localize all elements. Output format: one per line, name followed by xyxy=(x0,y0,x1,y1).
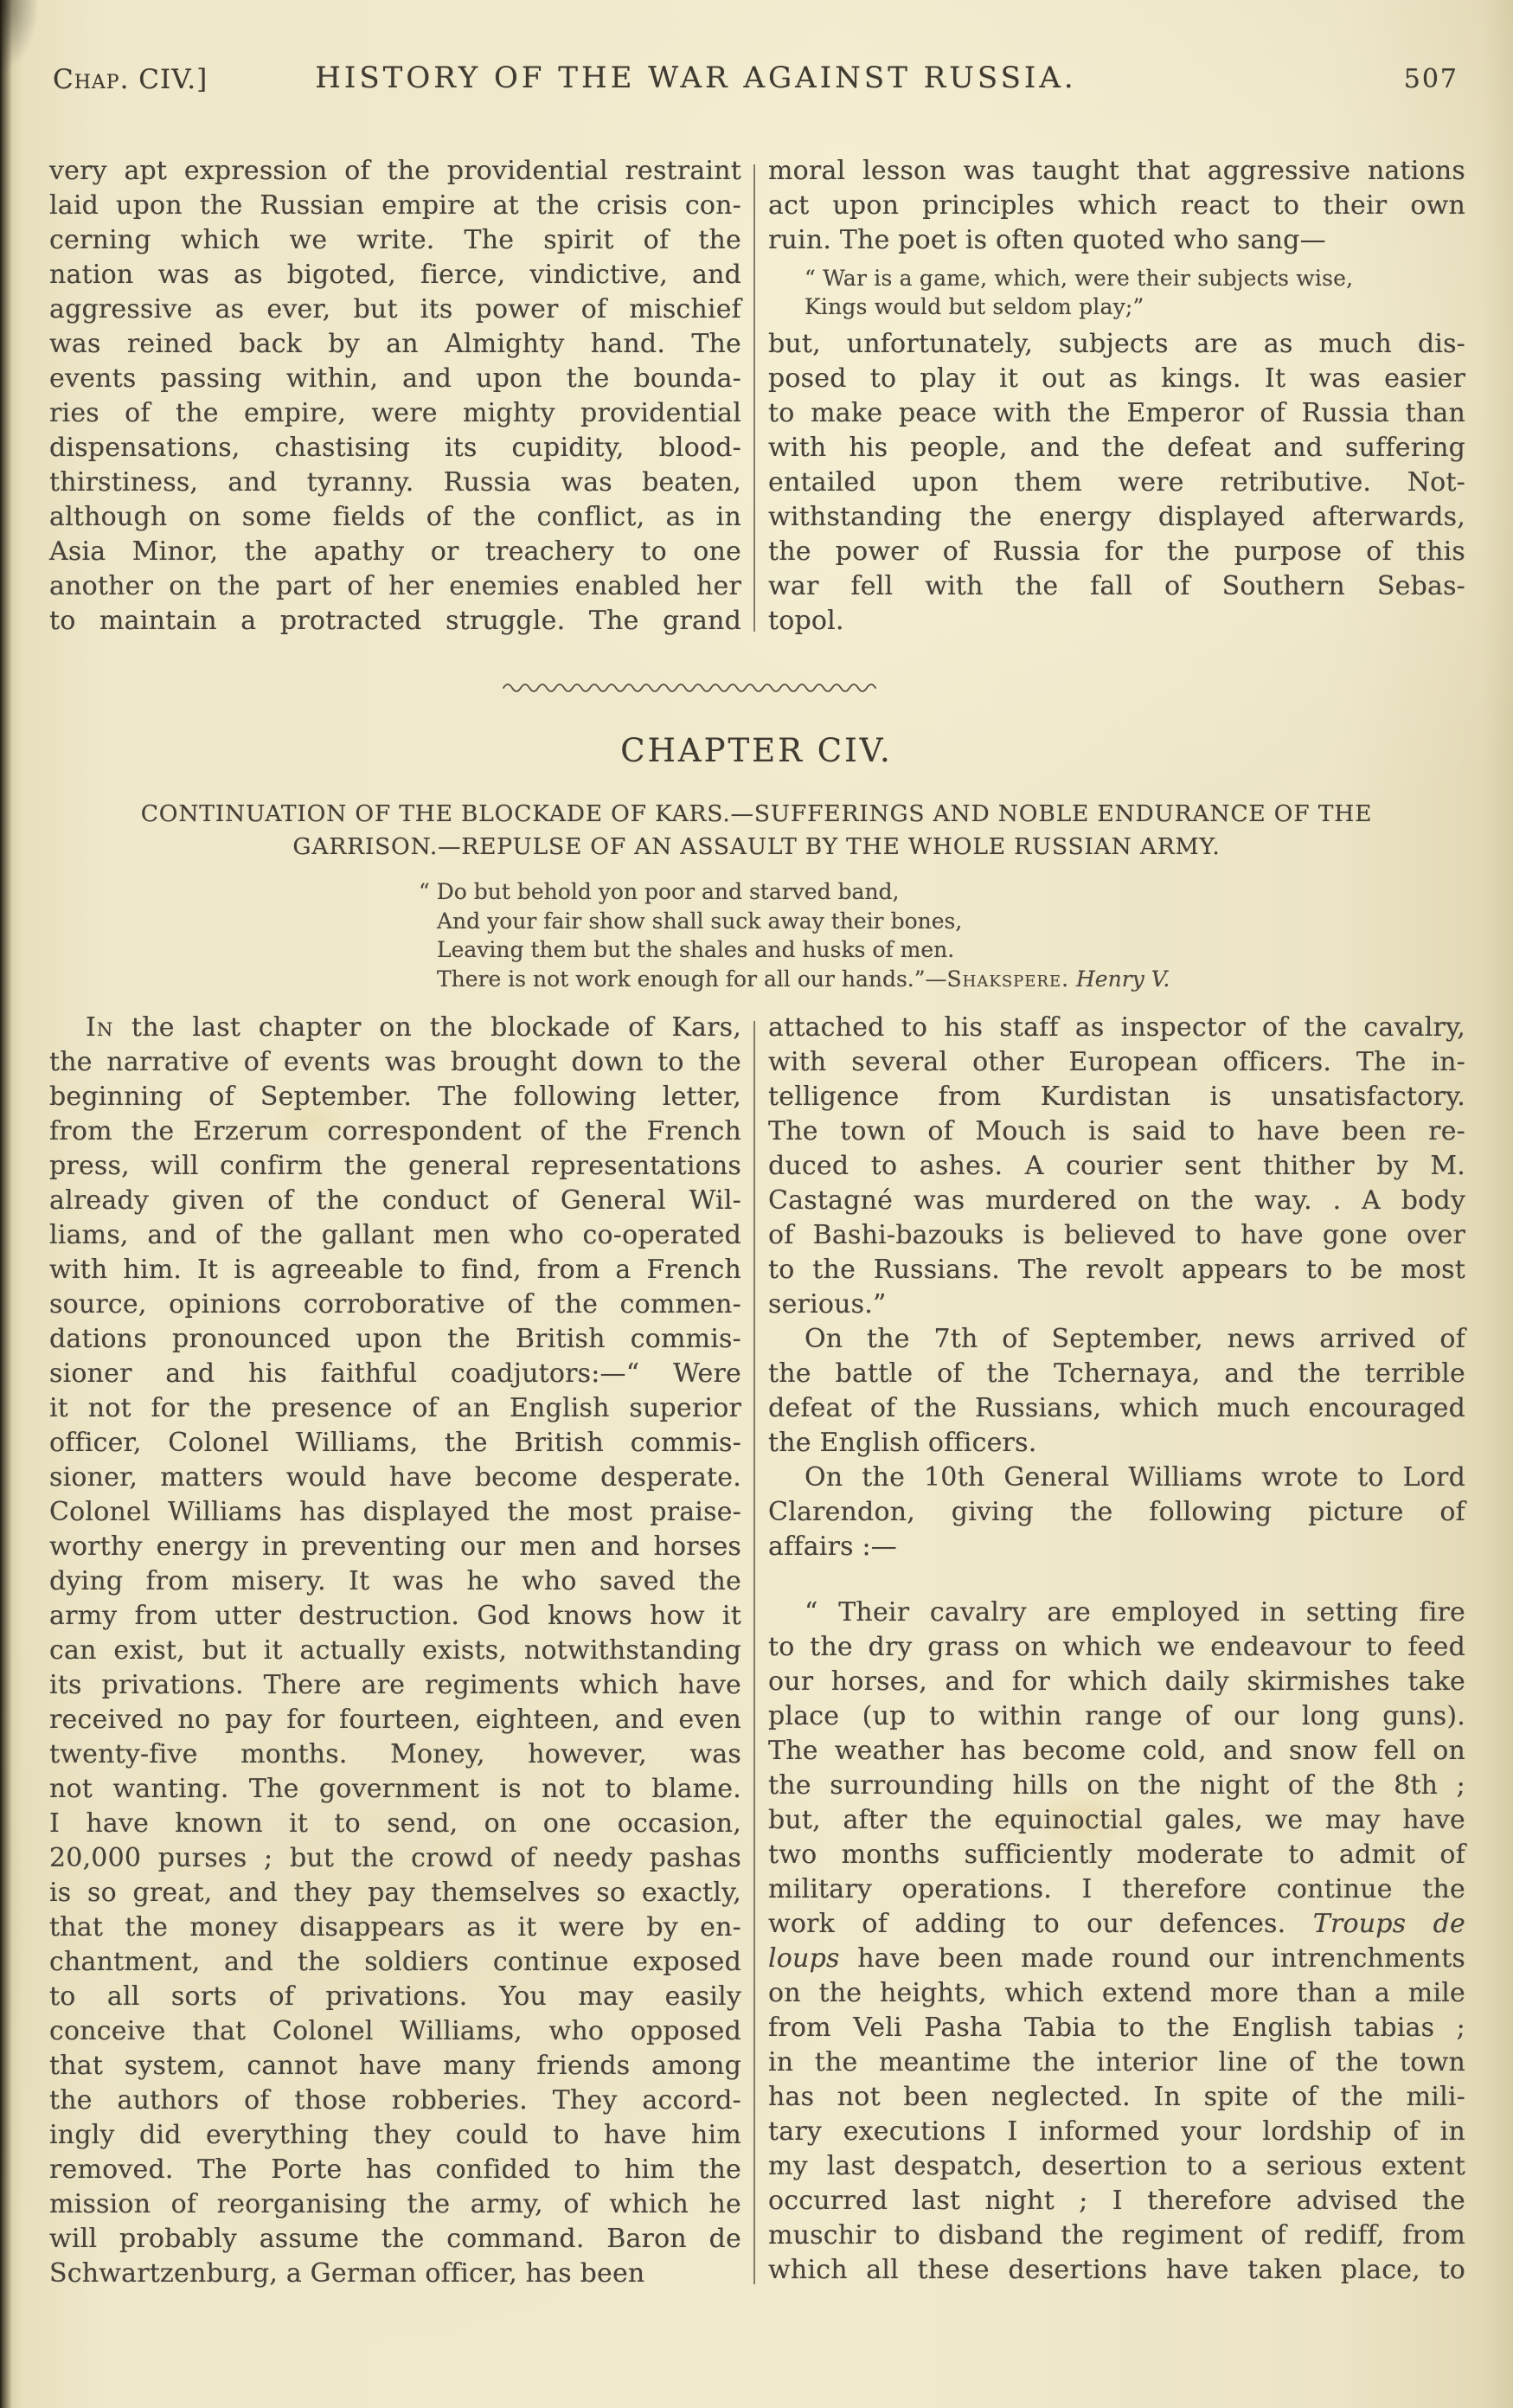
text-line: received no pay for fourteen, eighteen, and even xyxy=(49,1705,741,1735)
text-line: war fell with the fall of Southern Sebas- xyxy=(768,571,1465,601)
text-line: 20,000 purses ; but the crowd of needy pashas xyxy=(49,1843,741,1873)
chapter-subtitle xyxy=(49,798,1464,864)
text-line: sioner, matters would have become desperate. xyxy=(49,1462,741,1493)
text-line: posed to play it out as kings. It was easier xyxy=(768,363,1465,394)
text-line: work of adding to our defences. Troups de xyxy=(768,1909,1465,1939)
text-line: but, unfortunately, subjects are as much dis- xyxy=(768,329,1465,359)
running-header xyxy=(49,61,1464,100)
text-line: ingly did everything they could to have him xyxy=(49,2120,741,2150)
text-line: Leaving them but the shales and husks of men. xyxy=(437,937,955,962)
text-line: Colonel Williams has displayed the most praise- xyxy=(49,1497,741,1527)
page-number: 507 xyxy=(1403,64,1459,94)
text-line: moral lesson was taught that aggressive nations xyxy=(768,156,1465,186)
text-line: telligence from Kurdistan is unsatisfactory. xyxy=(768,1082,1465,1112)
wavy-divider xyxy=(502,680,882,692)
text-line: defeat of the Russians, which much encouraged xyxy=(768,1393,1465,1423)
text-line: with him. It is agreeable to find, from a French xyxy=(49,1255,741,1285)
text-line: our horses, and for which daily skirmishes take xyxy=(768,1666,1465,1697)
text-line: although on some fields of the conflict, as in xyxy=(49,502,741,532)
text-line: the surrounding hills on the night of the 8th ; xyxy=(768,1770,1465,1801)
text-line: not wanting. The government is not to blame. xyxy=(49,1774,741,1804)
text-line: the narrative of events was brought down to the xyxy=(49,1047,741,1077)
intro-right-column xyxy=(768,154,1465,639)
text-line: with several other European officers. The in- xyxy=(768,1047,1465,1077)
text-line: I have known it to send, on one occasion, xyxy=(49,1808,741,1839)
scan-left-edge-shadow xyxy=(0,0,12,2408)
text-line: conceive that Colonel Williams, who opposed xyxy=(49,2016,741,2046)
intro-left-column xyxy=(49,154,741,639)
text-line: it not for the presence of an English superior xyxy=(49,1393,741,1423)
text-line: muschir to disband the regiment of rediff, from xyxy=(768,2220,1465,2251)
scan-corner-shadow xyxy=(0,0,52,104)
text-line: another on the part of her enemies enabled her xyxy=(49,571,741,601)
text-line: from Veli Pasha Tabia to the English tabias ; xyxy=(768,2013,1465,2043)
text-line: the battle of the Tchernaya, and the terrible xyxy=(768,1358,1465,1389)
text-line: “ Their cavalry are employed in setting fire xyxy=(805,1597,1465,1628)
text-line: which all these desertions have taken place, to xyxy=(768,2255,1465,2285)
text-line: Kings would but seldom play;” xyxy=(805,294,1144,319)
text-line: There is not work enough for all our hands.”—Shakspere. Henry V. xyxy=(437,966,1170,992)
epigraph-quote xyxy=(419,877,1215,993)
text-line: topol. xyxy=(768,606,844,636)
text-line: to the Russians. The revolt appears to be most xyxy=(768,1255,1465,1285)
text-line: duced to ashes. A courier sent thither by M. xyxy=(768,1151,1465,1181)
text-line: laid upon the Russian empire at the crisis con- xyxy=(49,190,741,221)
text-line: with his people, and the defeat and suffering xyxy=(768,433,1465,463)
text-line: entailed upon them were retributive. Not- xyxy=(768,467,1465,498)
chapter-heading: CHAPTER CIV. xyxy=(620,732,893,769)
text-line: dying from misery. It was he who saved the xyxy=(49,1566,741,1596)
text-line: In the last chapter on the blockade of Kars, xyxy=(86,1012,741,1043)
text-line: will probably assume the command. Baron de xyxy=(49,2224,741,2254)
text-line: to all sorts of privations. You may easily xyxy=(49,1981,741,2012)
text-line: occurred last night ; I therefore advised the xyxy=(768,2186,1465,2216)
text-line: affairs :— xyxy=(768,1531,897,1562)
text-line: was reined back by an Almighty hand. The xyxy=(49,329,741,359)
text-line: but, after the equinoctial gales, we may have xyxy=(768,1805,1465,1835)
text-line: thirstiness, and tyranny. Russia was beaten, xyxy=(49,467,741,498)
text-line: beginning of September. The following letter, xyxy=(49,1082,741,1112)
text-line: Castagné was murdered on the way. . A body xyxy=(768,1185,1465,1216)
text-line: source, opinions corroborative of the commen- xyxy=(49,1289,741,1320)
text-line: CONTINUATION OF THE BLOCKADE OF KARS.—SUFFERINGS AND NOBLE ENDURANCE OF THE xyxy=(140,800,1373,827)
text-line: act upon principles which react to their own xyxy=(768,190,1465,221)
text-line: On the 7th of September, news arrived of xyxy=(805,1324,1465,1354)
text-line: attached to his staff as inspector of the cavalry, xyxy=(768,1012,1465,1043)
body-left-column xyxy=(49,1011,741,2291)
text-line: cerning which we write. The spirit of the xyxy=(49,225,741,255)
text-line: dations pronounced upon the British commis- xyxy=(49,1324,741,1354)
text-line: the power of Russia for the purpose of this xyxy=(768,536,1465,567)
book-title: HISTORY OF THE WAR AGAINST RUSSIA. xyxy=(315,61,1077,95)
text-line: press, will confirm the general representations xyxy=(49,1151,741,1181)
text-line: And your fair show shall suck away their bones, xyxy=(437,908,963,934)
text-line: army from utter destruction. God knows how it xyxy=(49,1601,741,1631)
text-line: GARRISON.—REPULSE OF AN ASSAULT BY THE WHOLE RUSSIAN ARMY. xyxy=(292,833,1221,860)
text-line: nation was as bigoted, fierce, vindictive, and xyxy=(49,260,741,290)
text-line: two months sufficiently moderate to admit of xyxy=(768,1840,1465,1870)
text-line: the English officers. xyxy=(768,1428,1037,1458)
text-line: mission of reorganising the army, of which he xyxy=(49,2189,741,2219)
column-rule-body xyxy=(753,1021,755,2284)
column-rule-top xyxy=(753,164,755,632)
text-line: that the money disappears as it were by en- xyxy=(49,1912,741,1942)
text-line: very apt expression of the providential restraint xyxy=(49,156,741,186)
text-line: withstanding the energy displayed afterwards, xyxy=(768,502,1465,532)
text-line: to maintain a protracted struggle. The grand xyxy=(49,606,741,636)
text-line: dispensations, chastising its cupidity, blood- xyxy=(49,433,741,463)
text-line: Schwartzenburg, a German officer, has been xyxy=(49,2258,645,2289)
text-line: can exist, but it actually exists, notwithstanding xyxy=(49,1635,741,1666)
text-line: ruin. The poet is often quoted who sang— xyxy=(768,225,1326,255)
text-line: has not been neglected. In spite of the mili- xyxy=(768,2082,1465,2112)
text-line: sioner and his faithful coadjutors:—“ Were xyxy=(49,1358,741,1389)
text-line: Clarendon, giving the following picture of xyxy=(768,1497,1465,1527)
text-line: removed. The Porte has confided to him the xyxy=(49,2154,741,2185)
text-line: to the dry grass on which we endeavour to feed xyxy=(768,1632,1465,1662)
text-line: to make peace with the Emperor of Russia than xyxy=(768,398,1465,428)
body-right-column xyxy=(768,1011,1465,2288)
text-line: in the meantime the interior line of the town xyxy=(768,2047,1465,2077)
text-line: is so great, and they pay themselves so exactly, xyxy=(49,1878,741,1908)
text-line: liams, and of the gallant men who co-operated xyxy=(49,1220,741,1250)
text-line: On the 10th General Williams wrote to Lord xyxy=(805,1462,1465,1493)
text-line: “ War is a game, which, were their subjects wise, xyxy=(805,266,1354,291)
text-line: officer, Colonel Williams, the British commis- xyxy=(49,1428,741,1458)
text-line: chantment, and the soldiers continue exposed xyxy=(49,1947,741,1977)
text-line: already given of the conduct of General Wil- xyxy=(49,1185,741,1216)
text-line: that system, cannot have many friends among xyxy=(49,2051,741,2081)
text-line: on the heights, which extend more than a mile xyxy=(768,1978,1465,2008)
text-line: from the Erzerum correspondent of the French xyxy=(49,1116,741,1146)
text-line: loups have been made round our intrenchments xyxy=(768,1943,1465,1974)
text-line: military operations. I therefore continue the xyxy=(768,1874,1465,1904)
chapter-marker: Chap. CIV.] xyxy=(53,64,208,95)
text-line: aggressive as ever, but its power of mischief xyxy=(49,294,741,324)
text-line: of Bashi-bazouks is believed to have gone over xyxy=(768,1220,1465,1250)
text-line: tary executions I informed your lordship of in xyxy=(768,2116,1465,2147)
text-line: The town of Mouch is said to have been re- xyxy=(768,1116,1465,1146)
text-line: The weather has become cold, and snow fell on xyxy=(768,1736,1465,1766)
text-line: serious.” xyxy=(768,1289,887,1320)
text-line: twenty-five months. Money, however, was xyxy=(49,1739,741,1769)
text-line: events passing within, and upon the bounda- xyxy=(49,363,741,394)
text-line: “ Do but behold yon poor and starved band, xyxy=(419,879,900,904)
text-line: Asia Minor, the apathy or treachery to one xyxy=(49,536,741,567)
text-line: worthy energy in preventing our men and horses xyxy=(49,1531,741,1562)
text-line: its privations. There are regiments which have xyxy=(49,1670,741,1700)
text-line: place (up to within range of our long guns). xyxy=(768,1701,1465,1731)
text-line: the authors of those robberies. They accord- xyxy=(49,2085,741,2116)
text-line: ries of the empire, were mighty providential xyxy=(49,398,741,428)
text-line: my last despatch, desertion to a serious extent xyxy=(768,2151,1465,2181)
